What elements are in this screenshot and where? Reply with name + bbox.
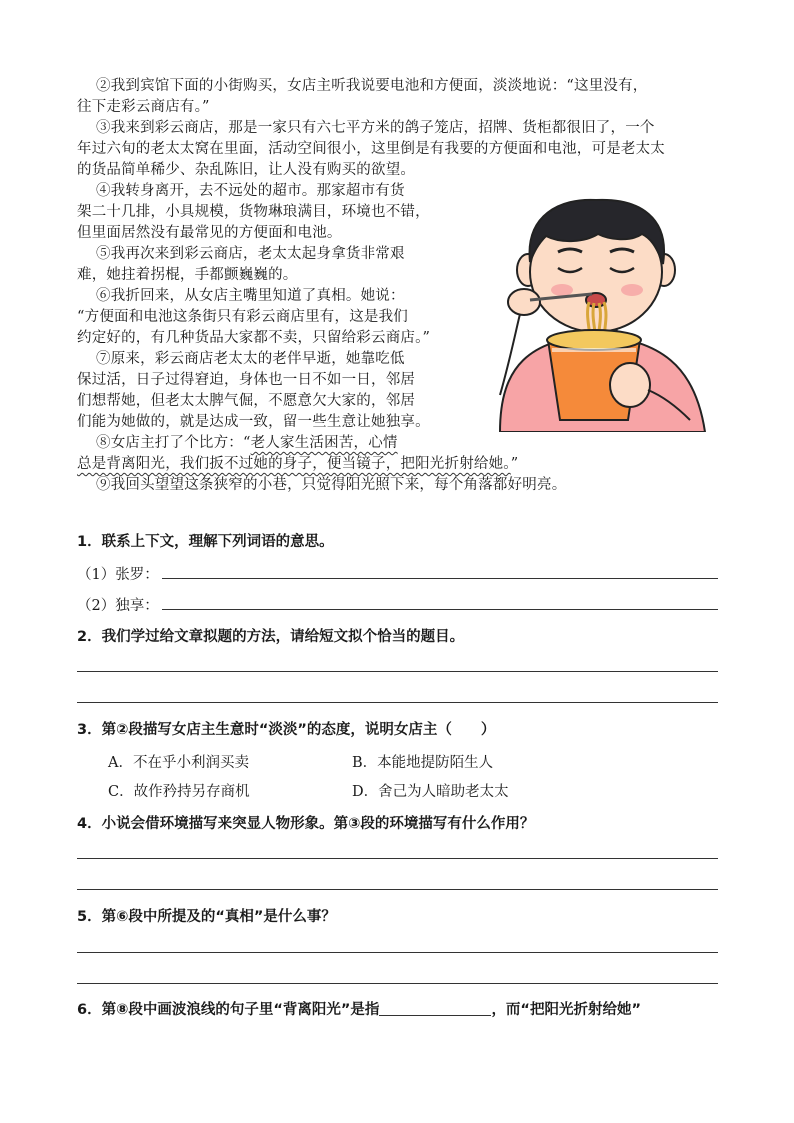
question-1: 1．联系上下文，理解下列词语的意思。 — [77, 534, 334, 550]
passage-p8-line2 — [77, 454, 518, 475]
option-3b[interactable]: B．本能地提防陌生人 — [352, 755, 494, 771]
passage-p7-line3: 们想帮她，但老太太脾气倔，不愿意欠大家的，邻居 — [77, 393, 416, 409]
passage-p2-line1: ②我到宾馆下面的小街购买，女店主听我说要电池和方便面，淡淡地说：“这里没有， — [96, 78, 648, 94]
question-6-part1: 6．第⑧段中画波浪线的句子里“背离阳光”是指 — [77, 1002, 380, 1018]
p8-intro: ⑧女店主打了个比方：“ — [96, 435, 251, 451]
passage-p3-line3: 的货品简单稀少、杂乱陈旧，让人没有购买的欲望。 — [77, 162, 416, 178]
passage-p3-line2: 年过六旬的老太太窝在里面，活动空间很小，这里倒是有我要的方便面和电池，可是老太太 — [77, 141, 665, 157]
answer-blank-6[interactable] — [379, 1001, 491, 1016]
option-3a[interactable]: A．不在乎小利润买卖 — [108, 755, 249, 771]
passage-p4-line2: 架二十几排，小具规模，货物琳琅满目，环境也不错， — [77, 204, 430, 220]
passage-p5-line1: ⑤我再次来到彩云商店，老太太起身拿货非常艰 — [96, 246, 405, 262]
question-6-part2: ，而“把阳光折射给她” — [491, 1002, 641, 1018]
option-3d[interactable]: D．舍己为人暗助老太太 — [352, 784, 509, 800]
p8-close-quote: ” — [510, 456, 519, 472]
answer-line-5b[interactable] — [77, 983, 718, 984]
passage-p4-line3: 但里面居然没有最常见的方便面和电池。 — [77, 225, 342, 241]
boy-eating-noodles-illustration — [470, 190, 720, 432]
answer-line-2a[interactable] — [77, 671, 718, 672]
question-2: 2．我们学过给文章拟题的方法，请给短文拟个恰当的题目。 — [77, 629, 465, 645]
passage-p8-line1 — [96, 433, 398, 454]
question-4: 4．小说会借环境描写来突显人物形象。第③段的环境描写有什么作用？ — [77, 816, 535, 832]
answer-line-5a[interactable] — [77, 952, 718, 953]
question-6 — [77, 998, 641, 1019]
passage-p9-line1: ⑨我回头望望这条狭窄的小巷，只觉得阳光照下来，每个角落都好明亮。 — [96, 477, 567, 493]
wavy-underlined-sentence-end: 总是背离阳光，我们扳不过她的身子，便当镜子，把阳光折射给她。 — [77, 456, 511, 472]
question-1-2-label: （2）独享： — [77, 598, 159, 614]
answer-line-2b[interactable] — [77, 702, 718, 703]
passage-p5-line2: 难，她拄着拐棍，手都颤巍巍的。 — [77, 267, 298, 283]
passage-p7-line4: 们能为她做的，就是达成一致，留一些生意让她独享。 — [77, 414, 430, 430]
question-1-1-label: （1）张罗： — [77, 567, 159, 583]
passage-p3-line1: ③我来到彩云商店，那是一家只有六七平方米的鸽子笼店，招牌、货柜都很旧了，一个 — [96, 120, 655, 136]
passage-p7-line2: 保过活，日子过得窘迫，身体也一日不如一日，邻居 — [77, 372, 416, 388]
answer-line-4b[interactable] — [77, 889, 718, 890]
question-3: 3．第②段描写女店主生意时“淡淡”的态度，说明女店主（ ） — [77, 722, 496, 738]
passage-p6-line1: ⑥我折回来，从女店主嘴里知道了真相。她说： — [96, 288, 405, 304]
answer-line-4a[interactable] — [77, 858, 718, 859]
answer-line-1-1[interactable] — [162, 578, 718, 579]
question-5: 5．第⑥段中所提及的“真相”是什么事？ — [77, 909, 336, 925]
answer-line-1-2[interactable] — [162, 609, 718, 610]
passage-p4-line1: ④我转身离开，去不远处的超市。那家超市有货 — [96, 183, 405, 199]
passage-p6-line3: 约定好的，有几种货品大家都不卖，只留给彩云商店。” — [77, 330, 431, 346]
wavy-underlined-sentence-start: 老人家生活困苦，心情 — [250, 435, 398, 451]
option-3c[interactable]: C．故作矜持另存商机 — [108, 784, 250, 800]
passage-p6-line2: “方便面和电池这条街只有彩云商店里有，这是我们 — [77, 309, 409, 325]
passage-p7-line1: ⑦原来，彩云商店老太太的老伴早逝，她靠吃低 — [96, 351, 405, 367]
passage-p2-line2: 往下走彩云商店有。” — [77, 99, 210, 115]
